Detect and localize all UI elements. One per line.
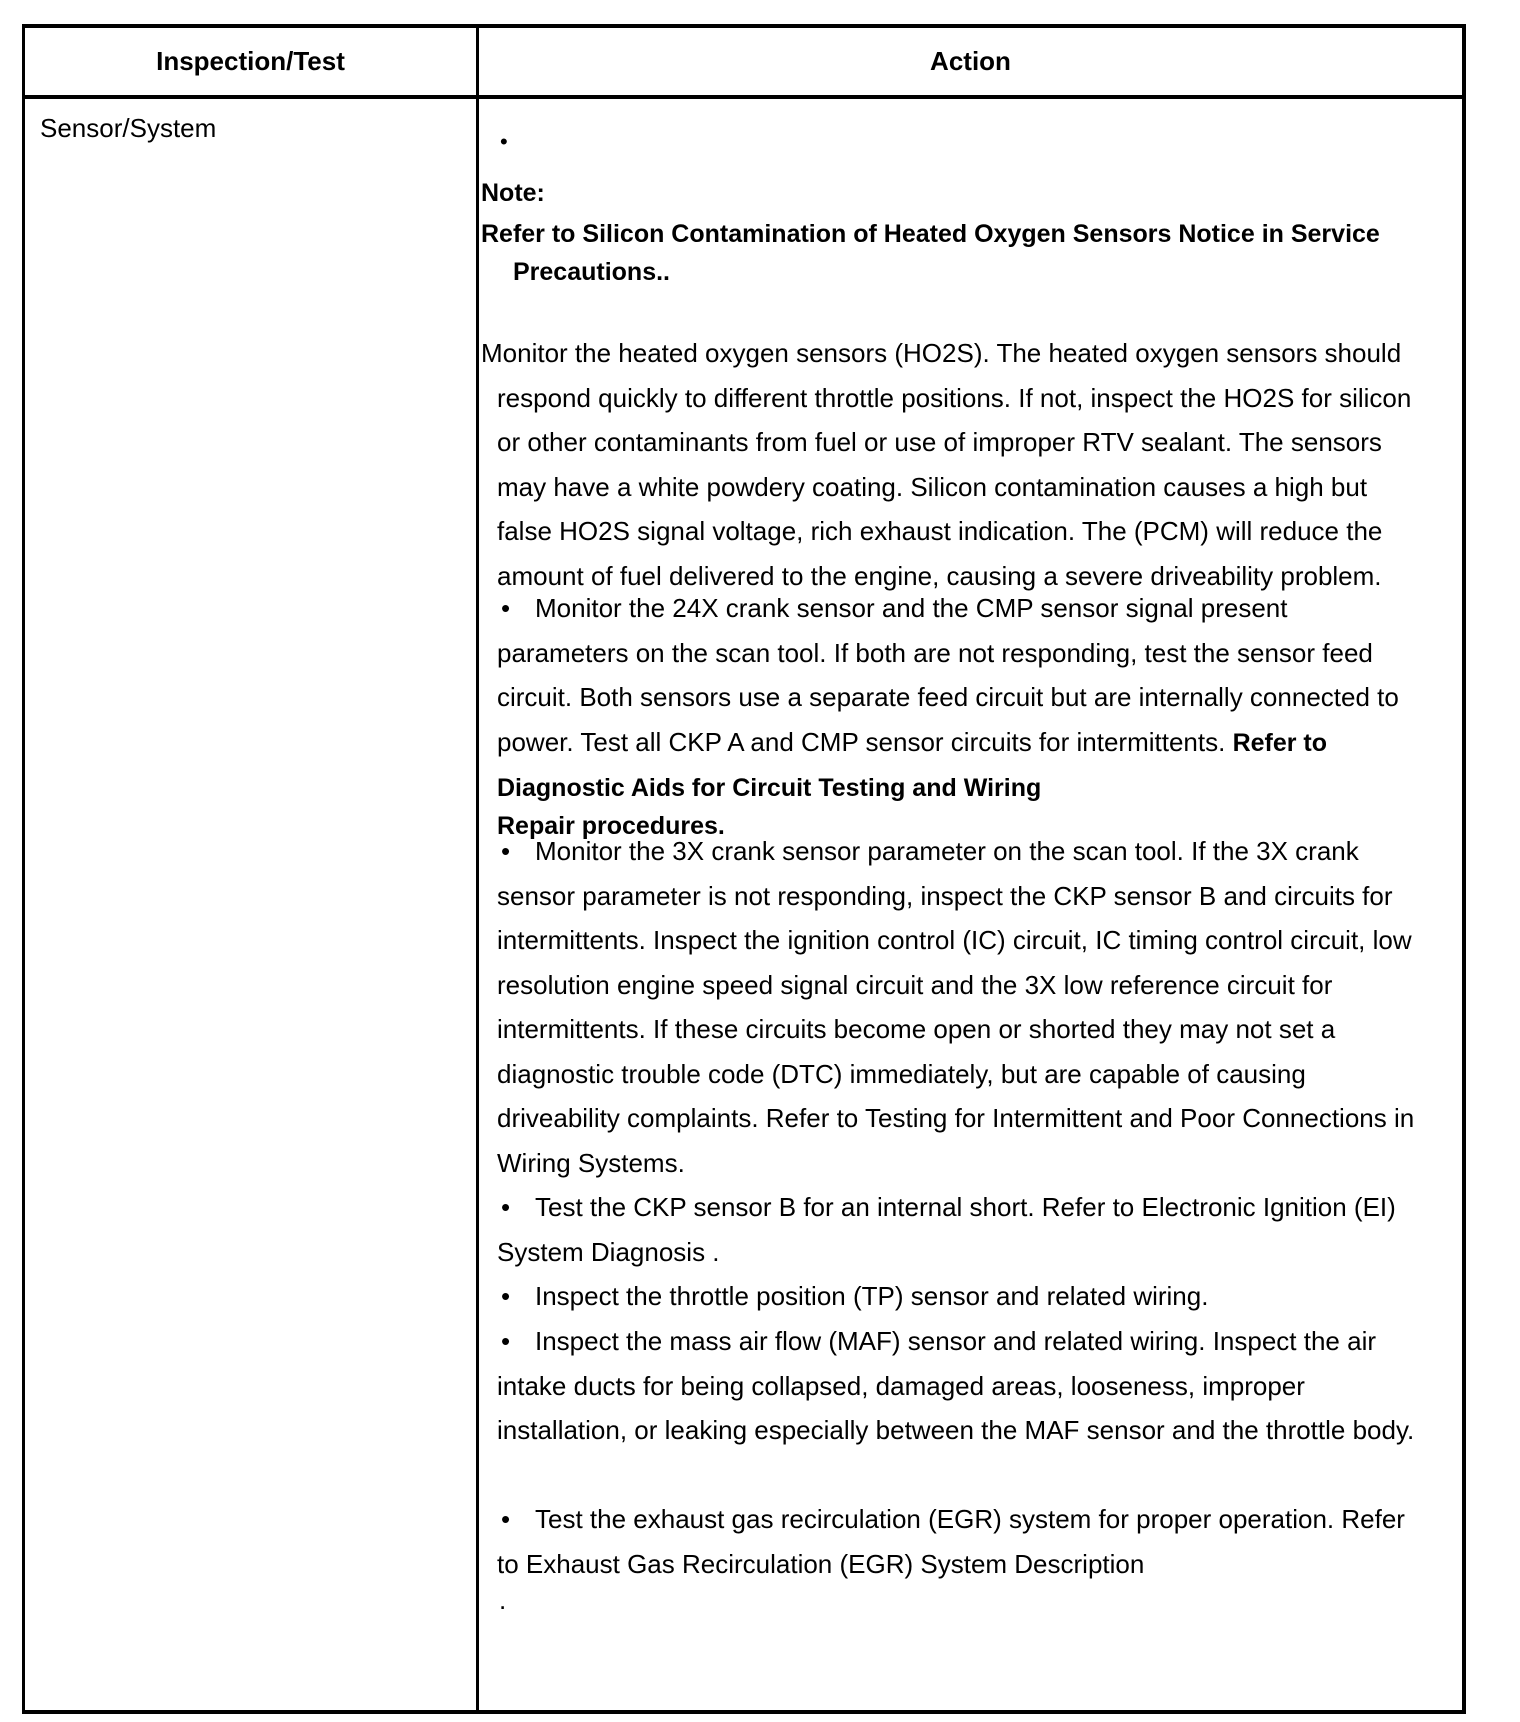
bullet-item-egr-system [497, 1497, 1417, 1586]
note-text: Refer to Silicon Contamination of Heated Oxygen Sensors Notice in Service Precautions.. [481, 220, 1380, 286]
row-label-sensor-system: Sensor/System [40, 113, 217, 143]
bullet-dot: • [501, 1504, 511, 1534]
trailing-period: . [499, 1585, 507, 1615]
bullet-item-ckp-short [497, 1185, 1417, 1274]
bullet-reference-end: . [717, 811, 725, 840]
bullet-item-tp-sensor [497, 1274, 1417, 1319]
bullet-text: Inspect the throttle position (TP) sensor and related wiring. [535, 1281, 1209, 1311]
bullet-dot: • [501, 1326, 511, 1356]
bullet-text: Inspect the mass air flow (MAF) sensor and related wiring. Inspect the air intake ducts for being collapsed, damaged areas, looseness, improper installation, or leaking especially between the MAF sensor and the throttle body. [497, 1326, 1415, 1445]
bullet-item-3x-crank [497, 829, 1417, 1185]
column-divider [476, 28, 479, 1710]
lone-bullet: • [500, 129, 508, 154]
bullet-item-24x-crank [497, 586, 1417, 841]
bullet-text: Monitor the 3X crank sensor parameter on the scan tool. If the 3X crank sensor parameter is not responding, inspect the CKP sensor B and circuits for intermittents. Inspect the ignition control (IC) circuit, IC timing control circuit, low resolution engine speed signal circuit and the 3X low reference circuit for intermittents. If these circuits become open or shorted they may not set a diagnostic trouble code (DTC) immediately, but are capable of causing driveability complaints. Refer to Testing for Intermittent and Poor Connections in Wiring Systems. [497, 836, 1415, 1178]
bullet-item-maf-sensor [497, 1319, 1417, 1453]
bullet-reference: Refer to Diagnostic Aids for Circuit Testing and Wiring [497, 728, 1328, 802]
bullet-dot: • [501, 836, 511, 866]
bullet-text: Test the exhaust gas recirculation (EGR) system for proper operation. Refer to Exhaust Gas Recirculation (EGR) System Description [497, 1504, 1405, 1579]
bullet-dot: • [501, 1192, 511, 1222]
note-label: Note: [481, 179, 545, 207]
header-action: Action [930, 46, 1011, 76]
bullet-dot: • [501, 593, 511, 623]
bullet-reference-text: Repair procedures [497, 811, 718, 840]
bullet-text: Monitor the 24X crank sensor and the CMP sensor signal present parameters on the scan tool. If both are not responding, test the sensor feed circuit. Both sensors use a separate feed circuit but are internally connected to power. Test all CKP A and CMP sensor circuits for intermittents. [497, 593, 1399, 757]
header-inspection-test: Inspection/Test [156, 46, 345, 76]
header-divider [25, 95, 1462, 99]
diagnostic-table [22, 24, 1466, 1714]
ho2s-paragraph: Monitor the heated oxygen sensors (HO2S). The heated oxygen sensors should respond quickly to different throttle positions. If not, inspect the HO2S for silicon or other contaminants from fuel or use of improper RTV sealant. The sensors may have a white powdery coating. Silicon contamination causes a high but false HO2S signal voltage, rich exhaust indication. The (PCM) will reduce the amount of fuel delivered to the engine, causing a severe driveability problem. [481, 338, 1412, 591]
bullet-dot: • [501, 1281, 511, 1311]
bullet-text: Test the CKP sensor B for an internal short. Refer to Electronic Ignition (EI) System Diagnosis . [497, 1192, 1396, 1267]
